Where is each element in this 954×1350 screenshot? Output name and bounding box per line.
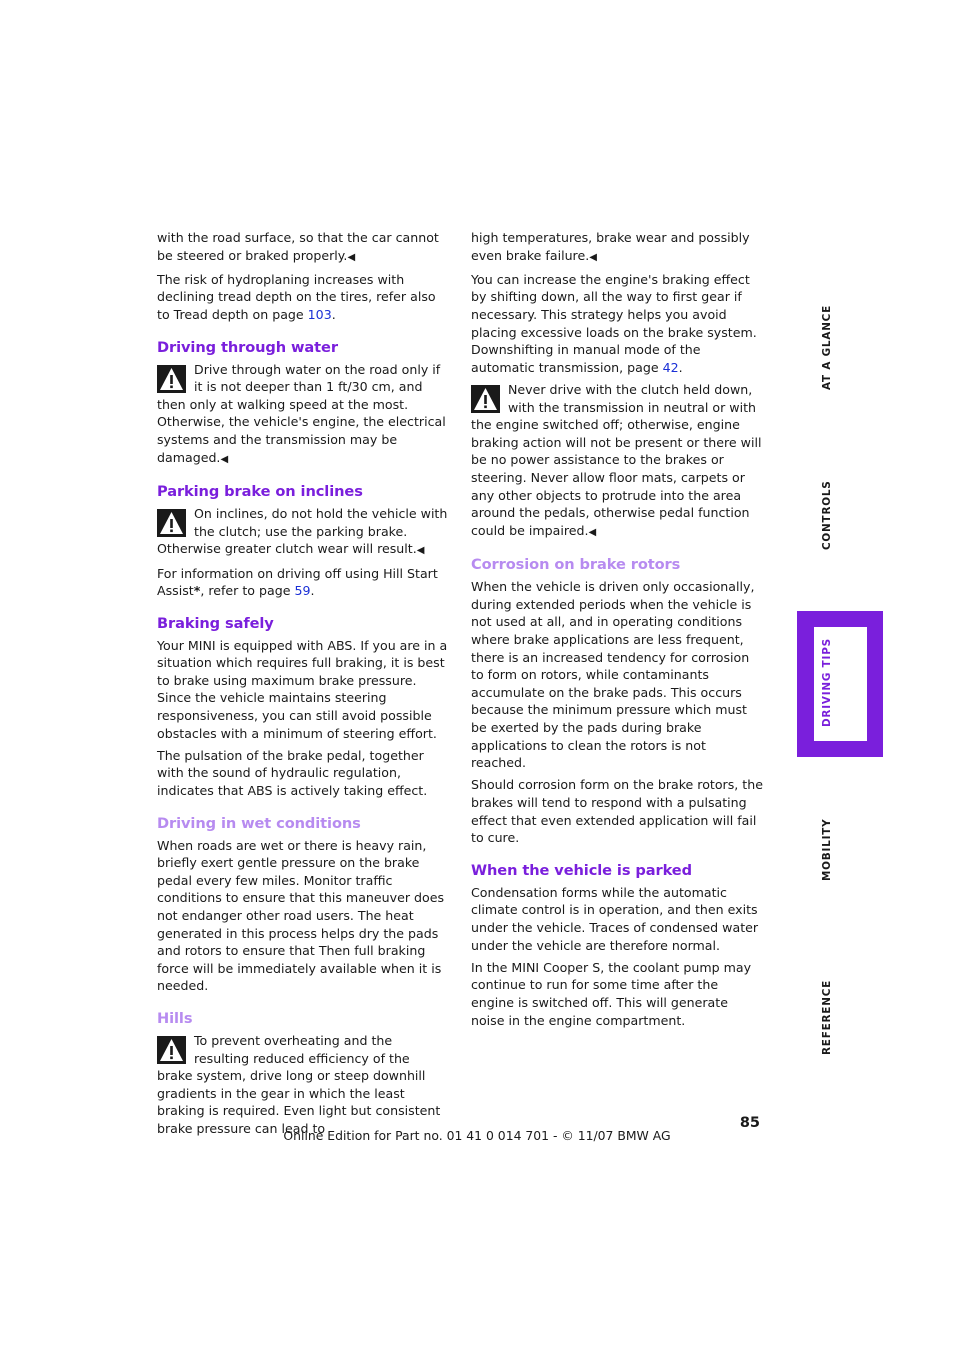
heading-driving-through-water: Driving through water [157,338,338,356]
option-star: * [193,583,201,599]
page-link[interactable]: 103 [307,306,332,322]
paragraph: high temperatures, brake wear and possibly even brake failure.◀ [471,230,750,263]
tab-at-a-glance[interactable]: AT A GLANCE [821,305,833,391]
paragraph: Condensation forms while the automatic climate control is in operation, and then exits under the vehicle. Traces of condensed water under the vehicle are therefore normal. [471,884,759,953]
paragraph: You can increase the engine's braking effect by shifting down, all the way to first gear if necessary. This strategy helps you avoid placing excessive loads on the brake system. Downshifting in manual mode of the automatic transmission, page 42. [471,271,757,375]
right-column [471,229,763,1034]
page-link[interactable]: 42 [662,359,679,375]
paragraph: Your MINI is equipped with ABS. If you are in a situation which requires full braking, it is best to brake using maximum brake pressure. Since the vehicle maintains steering responsiveness, you can still avoid possible obstacles with a minimum of steering effort. [157,637,448,741]
warning-triangle-icon [471,385,500,413]
paragraph: When the vehicle is driven only occasionally, during extended periods when the vehicle is not used at all, and in operating conditions where brake applications are less frequent, there is an increased tendency for corrosion to form on rotors, while contaminants accumulate on the brake pads. This occurs because the minimum pressure which must be exerted by the pads during brake applications to clean the rotors is not reached. [471,579,755,771]
heading-when-the-vehicle-is-parked: When the vehicle is parked [471,861,692,879]
end-mark-icon: ◀ [347,251,356,263]
warning-triangle-icon [157,365,186,393]
warning-triangle-icon [157,1036,186,1064]
end-mark-icon: ◀ [416,545,425,557]
paragraph: The risk of hydroplaning increases with declining tread depth on the tires, refer also to Tread depth on page 103. [157,271,436,322]
paragraph: with the road surface, so that the car cannot be steered or braked properly.◀ [157,230,439,263]
warning-block: To prevent overheating and the resulting reduced efficiency of the brake system, drive long or steep downhill gradients in the gear in which the least braking is required. Even light but consistent brake pressure can lead to [157,1032,441,1136]
paragraph: When roads are wet or there is heavy rain, briefly exert gentle pressure on the brake pedal every few miles. Monitor traffic conditions to ensure that this maneuver does not endanger other road users. The heat generated in this process helps dry the pads and rotors to ensure that Then full braking force will be immediately available when it is needed. [157,837,445,994]
end-mark-icon: ◀ [589,251,597,263]
footer: Online Edition for Part no. 01 41 0 014 701 - © 11/07 BMW AG [283,1128,671,1143]
paragraph: The pulsation of the brake pedal, together with the sound of hydraulic regulation, indicates that ABS is actively taking effect. [157,747,428,799]
warning-block: On inclines, do not hold the vehicle with the clutch; use the parking brake. Otherwise greater clutch wear will result.◀ [157,506,448,557]
left-column [157,229,449,1142]
tab-reference[interactable]: REFERENCE [821,980,833,1056]
warning-block: Never drive with the clutch held down, with the transmission in neutral or with the engine switched off; otherwise, engine braking action will not be present or there will be no power assistance to the brakes or steering. Never allow floor mats, carpets or any other objects to protrude into the area around the pedals, otherwise pedal function could be impaired.◀ [471,381,762,538]
heading-hills: Hills [157,1009,193,1027]
heading-parking-brake-on-inclines: Parking brake on inclines [157,483,363,501]
heading-corrosion-on-brake-rotors: Corrosion on brake rotors [471,556,681,574]
tab-mobility[interactable]: MOBILITY [821,818,833,882]
paragraph: For information on driving off using Hill Start Assist*, refer to page 59. [157,565,438,599]
end-mark-icon: ◀ [220,453,229,465]
warning-triangle-icon [157,509,186,537]
heading-driving-in-wet-conditions: Driving in wet conditions [157,814,361,832]
page-number: 85 [739,1115,760,1131]
heading-braking-safely: Braking safely [157,614,274,632]
paragraph: Should corrosion form on the brake rotors, the brakes will tend to respond with a pulsating effect that even extended application will fail to cure. [471,777,763,846]
paragraph: In the MINI Cooper S, the coolant pump may continue to run for some time after the engine is switched off. This will generate noise in the engine compartment. [471,959,752,1028]
warning-block: Drive through water on the road only if it is not deeper than 1 ft/30 cm, and then only at walking speed at the most. Otherwise, the vehicle's engine, the electrical systems and the transmission may be damaged.◀ [157,361,446,465]
tab-driving-tips[interactable]: DRIVING TIPS [821,638,833,727]
page-link[interactable]: 59 [294,583,311,599]
end-mark-icon: ◀ [588,526,597,538]
tab-controls[interactable]: CONTROLS [821,480,833,550]
